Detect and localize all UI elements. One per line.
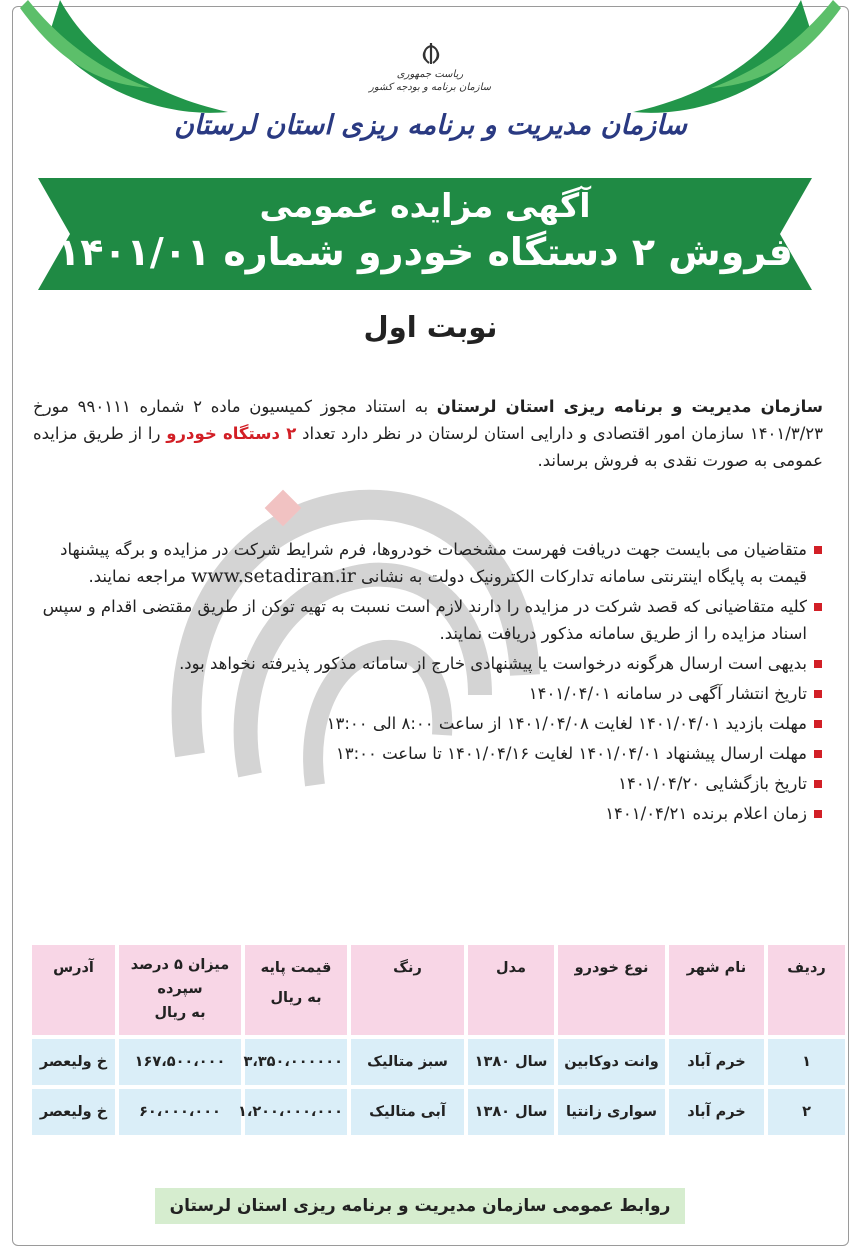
presidency-text: ریاست جمهوری xyxy=(396,69,464,80)
bullet-text: بدیهی است ارسال هرگونه درخواست یا پیشنهادی خارج از سامانه مذکور پذیرفته نخواهد بود. xyxy=(179,654,807,673)
cell-city: خرم آباد xyxy=(669,1089,764,1135)
bullet-square-icon xyxy=(814,546,822,554)
bullet-text: تاریخ بازگشایی ۱۴۰۱/۰۴/۲۰ xyxy=(618,774,807,793)
auction-table xyxy=(28,941,849,1139)
header-deposit-line3: به ریال xyxy=(154,1005,206,1021)
table-header-row xyxy=(32,945,845,1035)
list-item xyxy=(33,650,823,677)
header-base-price xyxy=(245,945,347,1035)
cell-color: سبز متالیک xyxy=(351,1039,464,1085)
cell-model: سال ۱۳۸۰ xyxy=(468,1039,554,1085)
conditions-list xyxy=(33,536,823,830)
intro-paragraph xyxy=(33,393,823,474)
cell-base-price: ۳،۳۵۰،۰۰۰۰۰۰ xyxy=(245,1039,347,1085)
header-deposit xyxy=(119,945,241,1035)
intro-highlight: ۲ دستگاه خودرو xyxy=(166,424,297,443)
header-city: نام شهر xyxy=(669,945,764,1035)
cell-row-number: ۱ xyxy=(768,1039,845,1085)
bullet-square-icon xyxy=(814,690,822,698)
cell-address: خ ولیعصر xyxy=(32,1039,115,1085)
bullet-text: کلیه متقاضیانی که قصد شرکت در مزایده را دارند لازم است نسبت به تهیه توکن از طریق مقتضی اقدام و سپس اسناد مزایده را از طریق سامانه مذکور دریافت نمایند. xyxy=(42,597,807,643)
cell-deposit: ۱۶۷،۵۰۰،۰۰۰ xyxy=(119,1039,241,1085)
intro-text-part2: را از طریق مزایده عمومی به صورت نقدی به فروش برساند. xyxy=(33,424,823,470)
list-item xyxy=(33,800,823,827)
header-price-line1: قیمت پایه xyxy=(260,960,332,976)
bullet-square-icon xyxy=(814,660,822,668)
bullet-text: تاریخ انتشار آگهی در سامانه ۱۴۰۱/۰۴/۰۱ xyxy=(528,684,807,703)
banner-title-line1: آگهی مزایده عمومی xyxy=(259,186,591,225)
title-banner xyxy=(38,178,812,290)
cell-base-price: ۱،۲۰۰،۰۰۰،۰۰۰ xyxy=(245,1089,347,1135)
cell-city: خرم آباد xyxy=(669,1039,764,1085)
table-row xyxy=(32,1039,845,1085)
bullet-text: مهلت ارسال پیشنهاد ۱۴۰۱/۰۴/۰۱ لغایت ۱۴۰۱/۰۴/۱۶ تا ساعت ۱۳:۰۰ xyxy=(335,744,807,763)
header-address: آدرس xyxy=(32,945,115,1035)
bullet-text: مراجعه نمایند. xyxy=(88,567,192,586)
bullet-text: مهلت بازدید ۱۴۰۱/۰۴/۰۱ لغایت ۱۴۰۱/۰۴/۰۸ از ساعت ۸:۰۰ الی ۱۳:۰۰ xyxy=(326,714,807,733)
header-deposit-line1: میزان ۵ درصد xyxy=(130,957,230,973)
bullet-square-icon xyxy=(814,720,822,728)
list-item xyxy=(33,536,823,590)
cell-vehicle: وانت دوکابین xyxy=(558,1039,665,1085)
national-emblem-icon xyxy=(420,42,442,66)
header-deposit-line2: سپرده xyxy=(157,981,203,997)
list-item xyxy=(33,680,823,707)
list-item xyxy=(33,740,823,767)
bullet-text: زمان اعلام برنده ۱۴۰۱/۰۴/۲۱ xyxy=(605,804,807,823)
bullet-square-icon xyxy=(814,603,822,611)
header-model: مدل xyxy=(468,945,554,1035)
cell-model: سال ۱۳۸۰ xyxy=(468,1089,554,1135)
cell-color: آبی متالیک xyxy=(351,1089,464,1135)
cell-deposit: ۶۰،۰۰۰،۰۰۰ xyxy=(119,1089,241,1135)
setadiran-link[interactable]: www.setadiran.ir xyxy=(191,565,356,587)
cell-address: خ ولیعصر xyxy=(32,1089,115,1135)
org-parent-text: سازمان برنامه و بودجه کشور xyxy=(368,82,492,93)
header-vehicle: نوع خودرو xyxy=(558,945,665,1035)
bullet-text: متقاضیان می بایست جهت دریافت فهرست مشخصات خودروها، فرم شرایط شرکت در مزایده و برگه پیشنهاد قیمت به پایگاه اینترنتی سامانه تدارکات الکترونیک دولت به نشانی xyxy=(60,540,807,586)
list-item xyxy=(33,770,823,797)
intro-text-part1: به استناد مجوز کمیسیون ماده ۲ شماره ۹۹۰۱۱۱ مورخ ۱۴۰۱/۳/۲۳ سازمان امور اقتصادی و دارایی استان لرستان در نظر دارد تعداد xyxy=(33,397,823,443)
banner-title-line2: فروش ۲ دستگاه خودرو شماره ۱۴۰۱/۰۱ xyxy=(57,230,793,274)
bullet-square-icon xyxy=(814,780,822,788)
emblem-wrapper xyxy=(0,42,861,70)
bullet-square-icon xyxy=(814,810,822,818)
list-item xyxy=(33,593,823,647)
cell-row-number: ۲ xyxy=(768,1089,845,1135)
footer-public-relations: روابط عمومی سازمان مدیریت و برنامه ریزی استان لرستان xyxy=(155,1188,685,1224)
header-color: رنگ xyxy=(351,945,464,1035)
header-row-number: ردیف xyxy=(768,945,845,1035)
intro-org-name: سازمان مدیریت و برنامه ریزی استان لرستان xyxy=(436,397,823,416)
list-item xyxy=(33,710,823,737)
turn-label: نوبت اول xyxy=(363,310,498,344)
cell-vehicle: سواری زانتیا xyxy=(558,1089,665,1135)
bullet-square-icon xyxy=(814,750,822,758)
org-title: سازمان مدیریت و برنامه ریزی استان لرستان xyxy=(174,110,687,141)
header-price-line2: به ریال xyxy=(270,990,322,1006)
table-row xyxy=(32,1089,845,1135)
presidency-caption xyxy=(330,68,530,94)
